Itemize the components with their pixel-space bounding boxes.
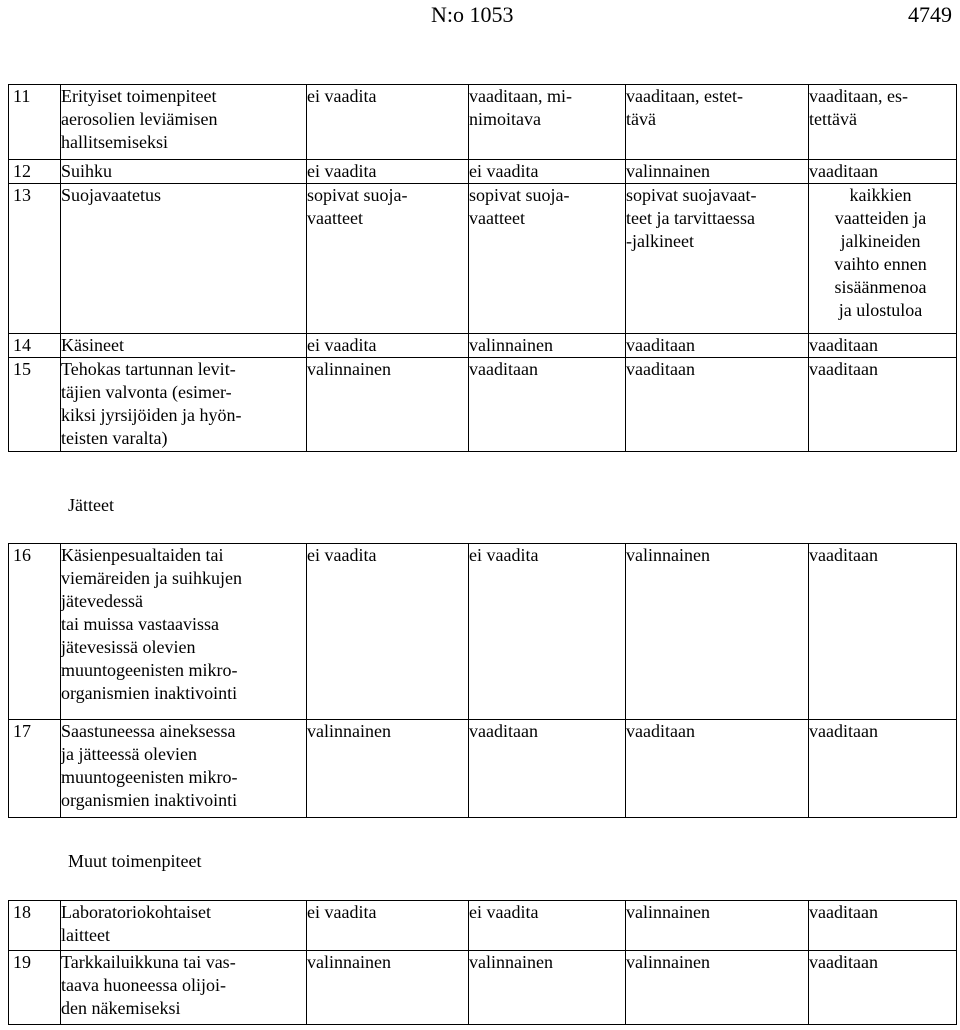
level-4-cell — [809, 334, 957, 358]
cell-text-line: ei vaadita — [469, 545, 539, 565]
level-3-cell — [626, 160, 809, 184]
measure-cell — [61, 160, 307, 184]
cell-text-line: valinnainen — [626, 952, 710, 972]
cell-text-line: vaatteiden ja — [834, 208, 927, 228]
cell-text-line: vaaditaan — [809, 335, 878, 355]
page-header — [0, 0, 960, 36]
cell-text-line: Laboratoriokohtaiset — [61, 902, 211, 922]
level-3-cell — [626, 951, 809, 1025]
cell-text-line: muuntogeenisten mikro- — [61, 660, 238, 680]
cell-text-line: valinnainen — [307, 359, 391, 379]
table-row — [9, 334, 957, 358]
cell-text-line: ei vaadita — [307, 86, 377, 106]
cell-text-line: tävä — [626, 109, 656, 129]
row-number: 13 — [9, 184, 61, 334]
level-4-cell — [809, 358, 957, 452]
cell-text-line: aerosolien leviämisen — [61, 109, 218, 129]
cell-text-line: vaaditaan, es- — [809, 86, 908, 106]
cell-text-line: jalkineiden — [840, 231, 921, 251]
cell-text-line: vaaditaan — [626, 721, 695, 741]
cell-text-line: sopivat suoja- — [307, 185, 408, 205]
cell-text-line: vaaditaan — [809, 721, 878, 741]
row-number: 14 — [9, 334, 61, 358]
cell-text-line: taava huoneessa olijoi- — [61, 975, 226, 995]
cell-text-line: vaatteet — [469, 208, 525, 228]
cell-text-line: ja jätteessä olevien — [61, 744, 197, 764]
measure-cell — [61, 951, 307, 1025]
level-2-cell — [469, 951, 626, 1025]
cell-text-line: Suihku — [61, 161, 113, 181]
level-1-cell — [307, 358, 469, 452]
cell-text-line: kiksi jyrsijöiden ja hyön- — [61, 405, 242, 425]
cell-text-line: laitteet — [61, 925, 110, 945]
measure-cell — [61, 85, 307, 160]
containment-table-1 — [8, 84, 957, 452]
cell-text-line: sopivat suoja- — [469, 185, 570, 205]
level-1-cell — [307, 334, 469, 358]
measure-cell — [61, 358, 307, 452]
level-2-cell — [469, 358, 626, 452]
level-4-cell — [809, 184, 957, 334]
level-4-cell — [809, 901, 957, 951]
level-3-cell — [626, 901, 809, 951]
cell-text-line: teisten varalta) — [61, 428, 168, 448]
row-number: 15 — [9, 358, 61, 452]
cell-text-line: kaikkien — [849, 185, 912, 205]
cell-text-line: valinnainen — [626, 161, 710, 181]
cell-text-line: tai muissa vastaavissa — [61, 614, 219, 634]
page-number: 4749 — [908, 2, 952, 27]
cell-text-line: vaaditaan — [809, 902, 878, 922]
level-1-cell — [307, 85, 469, 160]
cell-text-line: vaaditaan — [809, 545, 878, 565]
cell-text-line: jätevesissä olevien — [61, 637, 196, 657]
cell-text-line: vaatteet — [307, 208, 363, 228]
cell-text-line: Saastuneessa aineksessa — [61, 721, 236, 741]
level-3-cell — [626, 85, 809, 160]
level-3-cell — [626, 544, 809, 720]
measure-cell — [61, 901, 307, 951]
level-1-cell — [307, 184, 469, 334]
cell-text-line: den näkemiseksi — [61, 998, 181, 1018]
containment-table-waste — [8, 543, 957, 818]
level-1-cell — [307, 951, 469, 1025]
containment-table-other — [8, 900, 957, 1025]
level-2-cell — [469, 85, 626, 160]
cell-text-line: sisäänmenoa — [834, 277, 927, 297]
level-1-cell — [307, 720, 469, 818]
cell-text-line: valinnainen — [626, 545, 710, 565]
cell-text-line: teet ja tarvittaessa — [626, 208, 755, 228]
cell-text-line: -jalkineet — [626, 231, 694, 251]
level-3-cell — [626, 358, 809, 452]
cell-text-line: valinnainen — [469, 335, 553, 355]
level-2-cell — [469, 901, 626, 951]
section-heading-other: Muut toimenpiteet — [68, 851, 202, 871]
table-row — [9, 720, 957, 818]
cell-text-line: hallitsemiseksi — [61, 132, 168, 152]
row-number: 17 — [9, 720, 61, 818]
cell-text-line: valinnainen — [307, 952, 391, 972]
level-2-cell — [469, 720, 626, 818]
row-number: 19 — [9, 951, 61, 1025]
level-3-cell — [626, 334, 809, 358]
measure-cell — [61, 544, 307, 720]
cell-text-line: ei vaadita — [307, 335, 377, 355]
cell-text-line: organismien inaktivointi — [61, 683, 238, 703]
cell-text-line: vaaditaan — [469, 721, 538, 741]
section-heading-waste: Jätteet — [68, 495, 114, 515]
level-4-cell — [809, 160, 957, 184]
level-1-cell — [307, 160, 469, 184]
cell-text-line: tettävä — [809, 109, 857, 129]
cell-text-line: valinnainen — [626, 902, 710, 922]
level-1-cell — [307, 544, 469, 720]
level-2-cell — [469, 160, 626, 184]
measure-cell — [61, 184, 307, 334]
level-4-cell — [809, 720, 957, 818]
cell-text-line: valinnainen — [307, 721, 391, 741]
row-number: 18 — [9, 901, 61, 951]
table-row — [9, 544, 957, 720]
cell-text-line: organismien inaktivointi — [61, 790, 238, 810]
cell-text-line: ei vaadita — [307, 161, 377, 181]
level-4-cell — [809, 951, 957, 1025]
measure-cell — [61, 720, 307, 818]
cell-text-line: muuntogeenisten mikro- — [61, 767, 238, 787]
cell-text-line: ei vaadita — [307, 545, 377, 565]
cell-text-line: Käsineet — [61, 335, 124, 355]
row-number: 16 — [9, 544, 61, 720]
table-row — [9, 85, 957, 160]
cell-text-line: vaaditaan — [809, 952, 878, 972]
level-1-cell — [307, 901, 469, 951]
cell-text-line: vaaditaan, mi- — [469, 86, 572, 106]
table-row — [9, 901, 957, 951]
level-3-cell — [626, 720, 809, 818]
level-2-cell — [469, 544, 626, 720]
level-4-cell — [809, 544, 957, 720]
measure-cell — [61, 334, 307, 358]
cell-text-line: vaaditaan — [809, 359, 878, 379]
table-row — [9, 951, 957, 1025]
cell-text-line: Käsienpesualtaiden tai — [61, 545, 224, 565]
cell-text-line: Tehokas tartunnan levit- — [61, 359, 236, 379]
row-number: 12 — [9, 160, 61, 184]
cell-text-line: ei vaadita — [307, 902, 377, 922]
table-row — [9, 160, 957, 184]
level-2-cell — [469, 334, 626, 358]
level-3-cell — [626, 184, 809, 334]
table-row — [9, 184, 957, 334]
cell-text-line: Suojavaatetus — [61, 185, 161, 205]
cell-text-line: vaaditaan — [469, 359, 538, 379]
table-row — [9, 358, 957, 452]
level-4-cell — [809, 85, 957, 160]
cell-text-line: vaaditaan — [809, 161, 878, 181]
cell-text-line: sopivat suojavaat- — [626, 185, 757, 205]
cell-text-line: ei vaadita — [469, 902, 539, 922]
cell-text-line: viemäreiden ja suihkujen — [61, 568, 242, 588]
cell-text-line: vaaditaan, estet- — [626, 86, 743, 106]
row-number: 11 — [9, 85, 61, 160]
document-number: N:o 1053 — [431, 2, 514, 27]
cell-text-line: Tarkkailuikkuna tai vas- — [61, 952, 236, 972]
level-2-cell — [469, 184, 626, 334]
cell-text-line: Erityiset toimenpiteet — [61, 86, 217, 106]
cell-text-line: vaihto ennen — [834, 254, 927, 274]
cell-text-line: valinnainen — [469, 952, 553, 972]
cell-text-line: ei vaadita — [469, 161, 539, 181]
cell-text-line: jätevedessä — [61, 591, 143, 611]
cell-text-line: ja ulostuloa — [838, 300, 923, 320]
cell-text-line: vaaditaan — [626, 359, 695, 379]
cell-text-line: täjien valvonta (esimer- — [61, 382, 232, 402]
cell-text-line: nimoitava — [469, 109, 541, 129]
cell-text-line: vaaditaan — [626, 335, 695, 355]
